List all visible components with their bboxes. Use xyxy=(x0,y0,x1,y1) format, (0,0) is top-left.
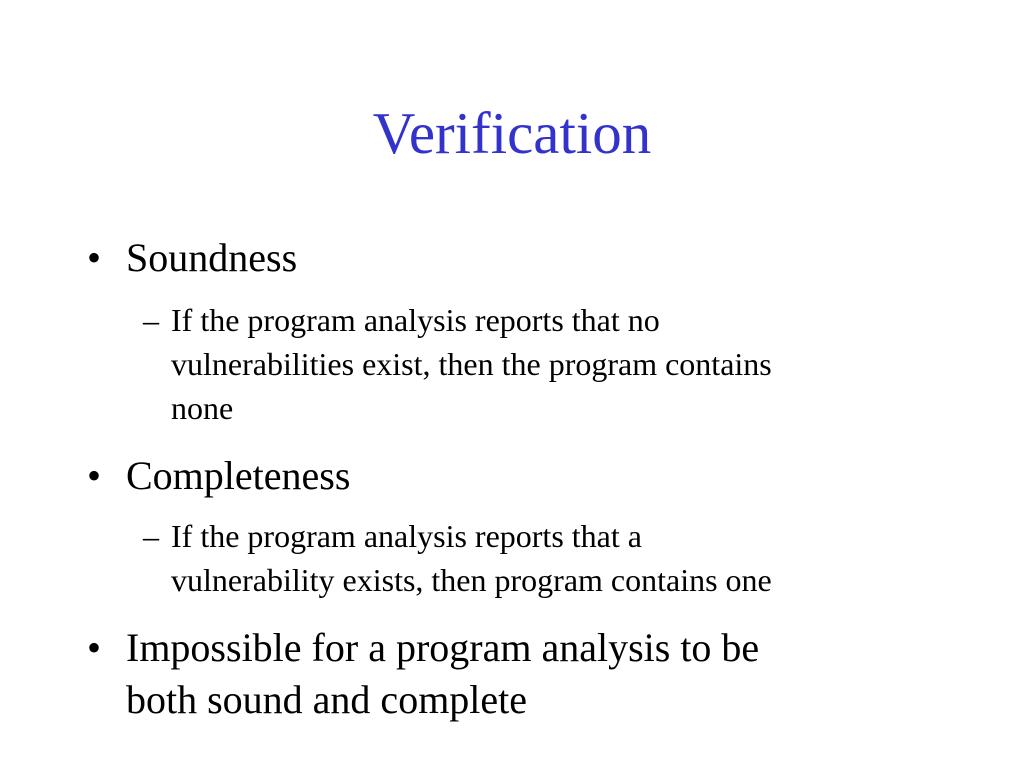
sub-bullet-line: vulnerabilities exist, then the program contains xyxy=(171,346,772,382)
dash-icon: – xyxy=(143,518,159,554)
dash-icon: – xyxy=(143,302,159,338)
bullet-line: both sound and complete xyxy=(126,677,528,722)
sub-bullet-line: If the program analysis reports that a xyxy=(171,518,642,554)
bullet-icon: • xyxy=(87,453,102,498)
sub-bullet-line: If the program analysis reports that no xyxy=(171,302,660,338)
bullet-heading: Completeness xyxy=(126,453,351,498)
sub-bullet-line: none xyxy=(171,390,234,426)
bullet-line: Impossible for a program analysis to be xyxy=(126,625,760,670)
slide-title: Verification xyxy=(372,100,652,166)
sub-bullet-completeness xyxy=(143,514,772,602)
sub-bullet-line: vulnerability exists, then program contains one xyxy=(171,562,772,598)
bullet-heading: Soundness xyxy=(126,235,298,280)
bullet-soundness xyxy=(87,232,297,284)
bullet-icon: • xyxy=(87,235,102,280)
bullet-completeness xyxy=(87,450,350,502)
sub-bullet-text xyxy=(171,514,772,602)
bullet-heading xyxy=(126,622,759,726)
sub-bullet-text xyxy=(171,298,772,430)
sub-bullet-soundness xyxy=(143,298,772,430)
bullet-impossible xyxy=(87,622,759,726)
bullet-icon: • xyxy=(87,625,102,670)
